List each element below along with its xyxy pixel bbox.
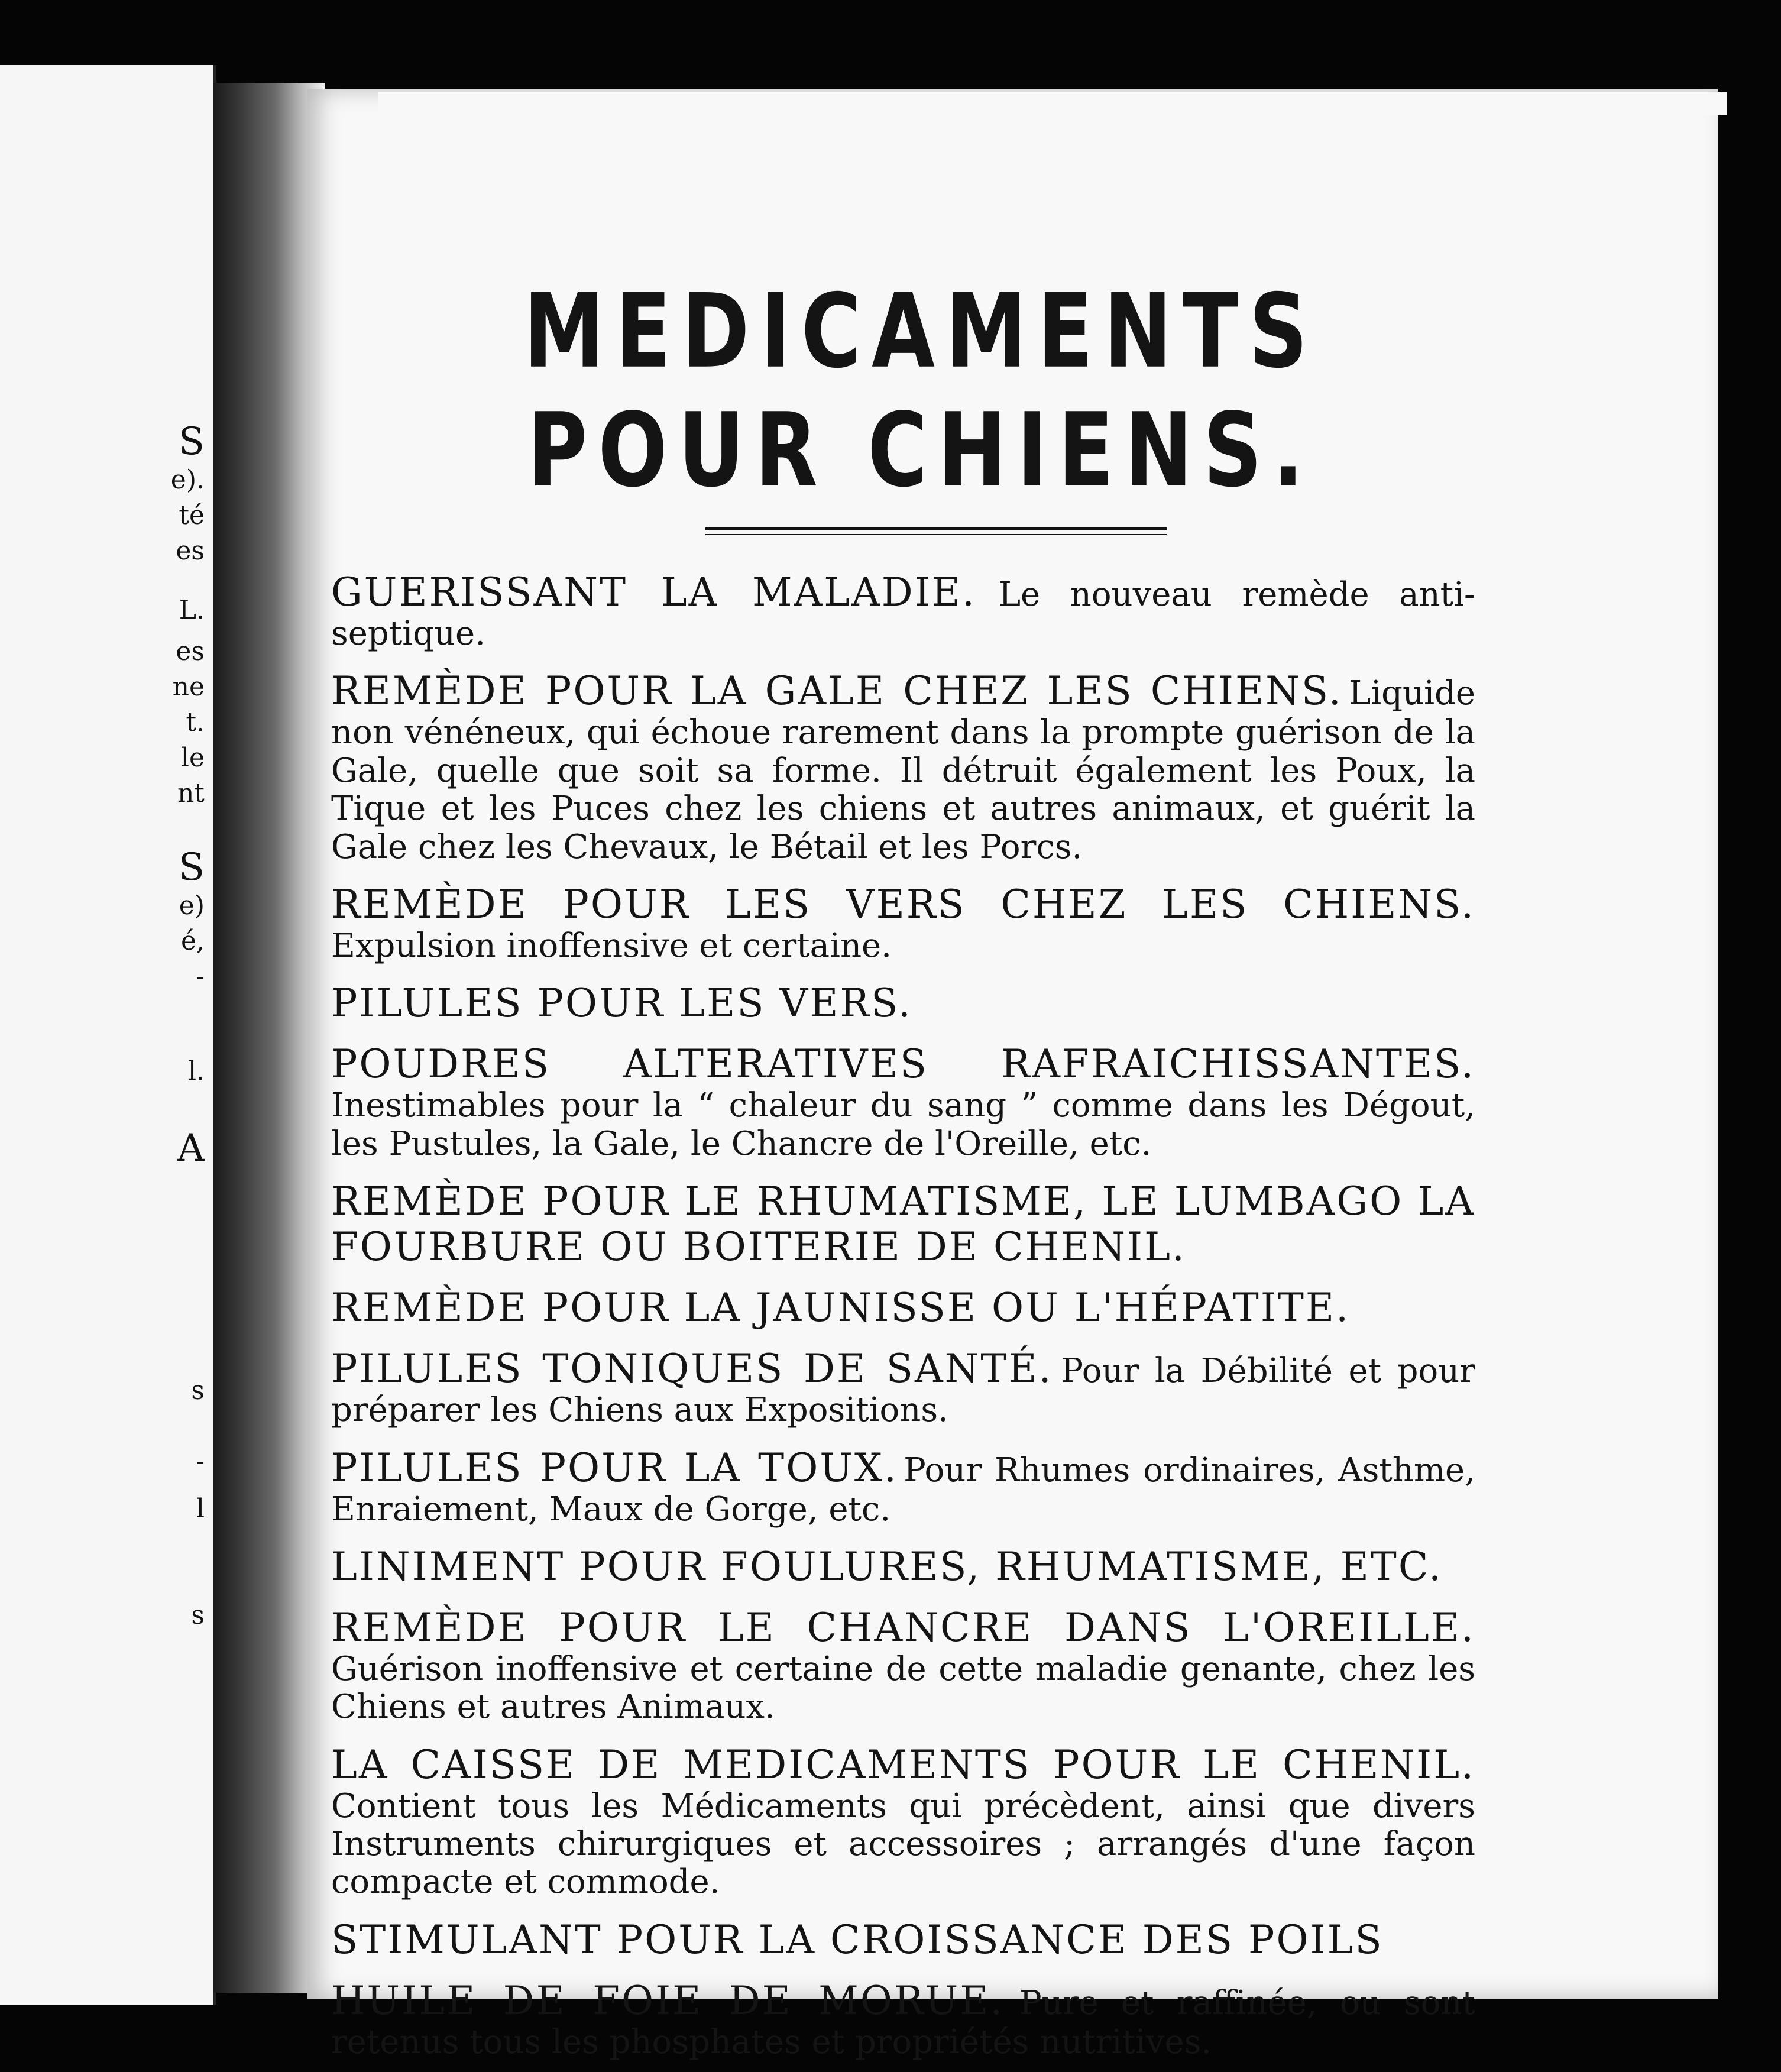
page-content bbox=[331, 271, 1475, 2072]
remedy-entry bbox=[331, 1605, 1475, 1727]
remedy-description: Le nouveau remède anti-septique. bbox=[331, 575, 1475, 653]
remedy-description: Contient tous les Médicaments qui précèdent, ainsi que divers Instruments chirurgiques et accessoires ; arrangés d'une façon compacte et commode. bbox=[331, 1786, 1475, 1902]
left-page-text: - bbox=[196, 961, 205, 992]
left-page-text: - bbox=[196, 1446, 205, 1477]
left-page-text: A bbox=[177, 1126, 205, 1170]
remedy-heading: STIMULANT POUR LA CROISSANCE DES POILS bbox=[331, 1916, 1384, 1963]
left-page-text: té bbox=[179, 500, 205, 530]
title-rule-divider bbox=[705, 527, 1167, 535]
remedy-entry bbox=[331, 1544, 1475, 1589]
left-page-text: s bbox=[191, 1600, 205, 1630]
left-page-text: es bbox=[176, 636, 205, 666]
left-page-text: e) bbox=[179, 891, 205, 921]
remedy-heading: PILULES POUR LA TOUX. bbox=[331, 1445, 898, 1491]
remedy-entry bbox=[331, 1445, 1475, 1529]
remedy-list bbox=[331, 569, 1475, 2061]
left-page-text: es bbox=[176, 536, 205, 566]
remedy-heading: REMÈDE POUR LE RHUMATISME, LE LUMBAGO LA FOURBURE OU BOITERIE DE CHENIL. bbox=[331, 1179, 1475, 1270]
remedy-description: Liquide non vénéneux, qui échoue rarement dans la prompte guérison de la Gale, quelle que soit sa forme. Il détruit également les Poux, la Tique et les Puces chez les chiens et autres animaux, et guérit la Gale chez les Chevaux, le Bétail et les Porcs. bbox=[331, 674, 1475, 866]
remedy-heading: LA CAISSE DE MEDICAMENTS POUR LE CHENIL. bbox=[331, 1741, 1475, 1788]
remedy-heading: LINIMENT POUR FOULURES, RHUMATISME, ETC. bbox=[331, 1543, 1443, 1589]
left-page-text: l bbox=[196, 1494, 205, 1524]
left-page-text: l. bbox=[187, 1056, 205, 1086]
remedy-entry bbox=[331, 668, 1475, 866]
remedy-entry bbox=[331, 882, 1475, 965]
left-page-text: S bbox=[179, 846, 205, 889]
remedy-entry bbox=[331, 569, 1475, 653]
remedy-entry bbox=[331, 1917, 1475, 1963]
left-page-text: t. bbox=[186, 707, 205, 737]
remedy-heading: REMÈDE POUR LE CHANCRE DANS L'OREILLE. bbox=[331, 1604, 1475, 1650]
left-page-text: s bbox=[191, 1375, 205, 1406]
remedy-heading: GUERISSANT LA MALADIE. bbox=[331, 569, 976, 615]
remedy-heading: REMÈDE POUR LA GALE CHEZ LES CHIENS. bbox=[331, 668, 1343, 714]
left-page-text: nt bbox=[177, 778, 205, 808]
left-page-fragment bbox=[0, 65, 216, 2005]
remedy-description: Pure et raffinée, ou sont retenus tous les phosphates et propriétés nutritives. bbox=[331, 1983, 1475, 2061]
left-page-text: S bbox=[179, 420, 205, 464]
remedy-heading: PILULES TONIQUES DE SANTÉ. bbox=[331, 1346, 1053, 1392]
remedy-heading: PILULES POUR LES VERS. bbox=[331, 980, 912, 1027]
remedy-heading: REMÈDE POUR LA JAUNISSE OU L'HÉPATITE. bbox=[331, 1285, 1351, 1331]
left-page-text: e). bbox=[170, 465, 205, 495]
remedy-description: Pour la Débilité et pour préparer les Chiens aux Expositions. bbox=[331, 1352, 1475, 1430]
remedy-description: Guérison inoffensive et certaine de cette maladie genante, chez les Chiens et autres Animaux. bbox=[331, 1649, 1475, 1727]
remedy-heading: HUILE DE FOIE DE MORUE. bbox=[331, 1977, 1005, 2024]
remedy-description: Pour Rhumes ordinaires, Asthme, Enraiement, Maux de Gorge, etc. bbox=[331, 1451, 1475, 1529]
remedy-entry bbox=[331, 1285, 1475, 1330]
remedy-entry bbox=[331, 1041, 1475, 1163]
remedy-heading: REMÈDE POUR LES VERS CHEZ LES CHIENS. bbox=[331, 881, 1475, 927]
left-page-text: é, bbox=[180, 926, 205, 956]
remedy-description: Expulsion inoffensive et certaine. bbox=[331, 926, 892, 965]
page-title: MEDICAMENTS POUR CHIENS. bbox=[523, 271, 1319, 510]
left-page-text: le bbox=[180, 743, 205, 773]
remedy-heading: POUDRES ALTERATIVES RAFRAICHISSANTES. bbox=[331, 1041, 1475, 1087]
left-page-text: ne bbox=[172, 672, 205, 702]
remedy-entry bbox=[331, 980, 1475, 1026]
remedy-entry bbox=[331, 1179, 1475, 1270]
remedy-entry bbox=[331, 1978, 1475, 2061]
remedy-description: Inestimables pour la “ chaleur du sang ” comme dans les Dégout, les Pustules, la Gale, le Chancre de l'Oreille, etc. bbox=[331, 1086, 1475, 1163]
remedy-entry bbox=[331, 1346, 1475, 1429]
remedy-entry bbox=[331, 1742, 1475, 1902]
page-top-edge bbox=[378, 92, 1727, 115]
left-page-text: L. bbox=[179, 595, 205, 625]
